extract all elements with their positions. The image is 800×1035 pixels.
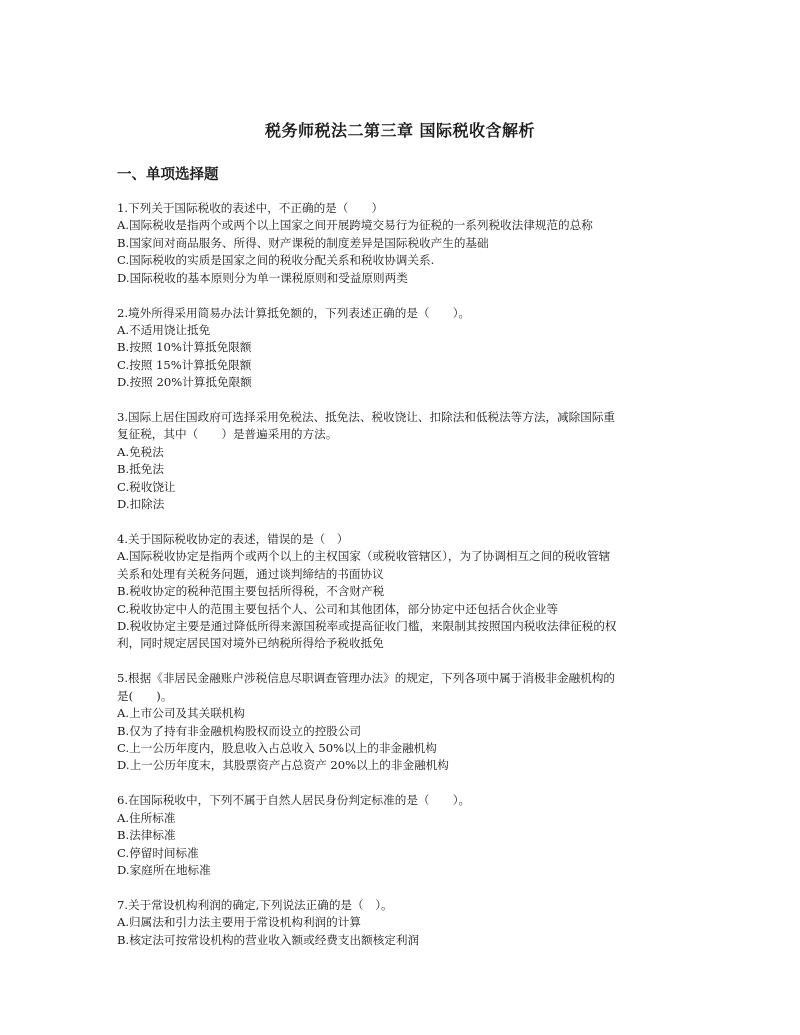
answer-option: 关系和处理有关税务问题，通过谈判缔结的书面协议 xyxy=(117,566,384,581)
answer-option: B.仅为了持有非金融机构股权而设立的控股公司 xyxy=(117,723,362,738)
answer-option: C.税收饶让 xyxy=(117,479,176,494)
question-5 xyxy=(117,670,685,774)
answer-option: D.国际税收的基本原则分为单一课税原则和受益原则两类 xyxy=(117,270,408,285)
answer-option: B.按照 10%计算抵免限额 xyxy=(117,340,252,355)
question-stem: 5.根据《非居民金融账户涉税信息尽职调查管理办法》的规定，下列各项中属于消极非金融机构的 xyxy=(117,671,616,686)
answer-option: B.抵免法 xyxy=(117,462,164,477)
answer-option: B.核定法可按常设机构的营业收入额或经费支出额核定利润 xyxy=(117,932,420,947)
answer-option: B.法律标准 xyxy=(117,828,176,843)
question-2 xyxy=(117,305,685,392)
answer-option: C.国际税收的实质是国家之间的税收分配关系和税收协调关系. xyxy=(117,253,435,268)
answer-option: D.按照 20%计算抵免限额 xyxy=(117,375,252,390)
question-stem: 4.关于国际税收协定的表述，错误的是（ ） xyxy=(117,532,349,546)
question-stem: 复征税，其中（ ）是普遍采用的方法。 xyxy=(117,427,338,442)
answer-option: C.税收协定中人的范围主要包括个人、公司和其他团体，部分协定中还包括合伙企业等 xyxy=(117,601,559,616)
question-stem: 2.境外所得采用简易办法计算抵免额的，下列表述正确的是（ ）。 xyxy=(117,305,471,320)
question-1 xyxy=(117,200,685,287)
answer-option: A.归属法和引力法主要用于常设机构利润的计算 xyxy=(117,915,361,930)
answer-option: B.国家间对商品服务、所得、财产课税的制度差异是国际税收产生的基础 xyxy=(117,235,489,250)
answer-option: C.停留时间标准 xyxy=(117,845,199,860)
answer-option: A.不适用饶让抵免 xyxy=(117,322,211,337)
answer-option: 利，同时规定居民国对境外已纳税所得给予税收抵免 xyxy=(117,636,384,651)
question-stem: 是( )。 xyxy=(117,688,173,703)
answer-option: D.家庭所在地标准 xyxy=(117,862,211,877)
question-stem: 1.下列关于国际税收的表述中，不正确的是（ ） xyxy=(117,201,384,215)
answer-option: C.上一公历年度内，股息收入占总收入 50%以上的非金融机构 xyxy=(117,740,437,755)
question-4 xyxy=(117,531,685,653)
answer-option: A.免税法 xyxy=(117,444,164,459)
answer-option: B.税收协定的税种范围主要包括所得税，不含财产税 xyxy=(117,584,385,599)
question-7 xyxy=(117,897,685,949)
answer-option: A.国际税收是指两个或两个以上国家之间开展跨境交易行为征税的一系列税收法律规范的总称 xyxy=(117,218,593,233)
answer-option: D.上一公历年度末，其股票资产占总资产 20%以上的非金融机构 xyxy=(117,758,449,773)
answer-option: D.税收协定主要是通过降低所得来源国税率或提高征收门槛，来限制其按照国内税收法律征税的权 xyxy=(117,619,617,634)
question-stem: 6.在国际税收中，下列不属于自然人居民身份判定标准的是（ ）。 xyxy=(117,793,471,808)
answer-option: C.按照 15%计算抵免限额 xyxy=(117,357,252,372)
answer-option: D.扣除法 xyxy=(117,497,165,512)
question-6 xyxy=(117,792,685,879)
question-list xyxy=(117,200,685,967)
answer-option: A.国际税收协定是指两个或两个以上的主权国家（或税收管辖区），为了协调相互之间的税收管辖 xyxy=(117,549,611,564)
document-title: 税务师税法二第三章 国际税收含解析 xyxy=(264,121,536,140)
question-stem: 7.关于常设机构利润的确定,下列说法正确的是（ ）。 xyxy=(117,897,393,912)
question-stem: 3.国际上居住国政府可选择采用免税法、抵免法、税收饶让、扣除法和低税法等方法，减除国际重 xyxy=(117,410,616,425)
question-3 xyxy=(117,409,685,513)
answer-option: A.住所标准 xyxy=(117,810,176,825)
section-heading: 一、单项选择题 xyxy=(117,167,219,183)
answer-option: A.上市公司及其关联机构 xyxy=(117,706,245,721)
